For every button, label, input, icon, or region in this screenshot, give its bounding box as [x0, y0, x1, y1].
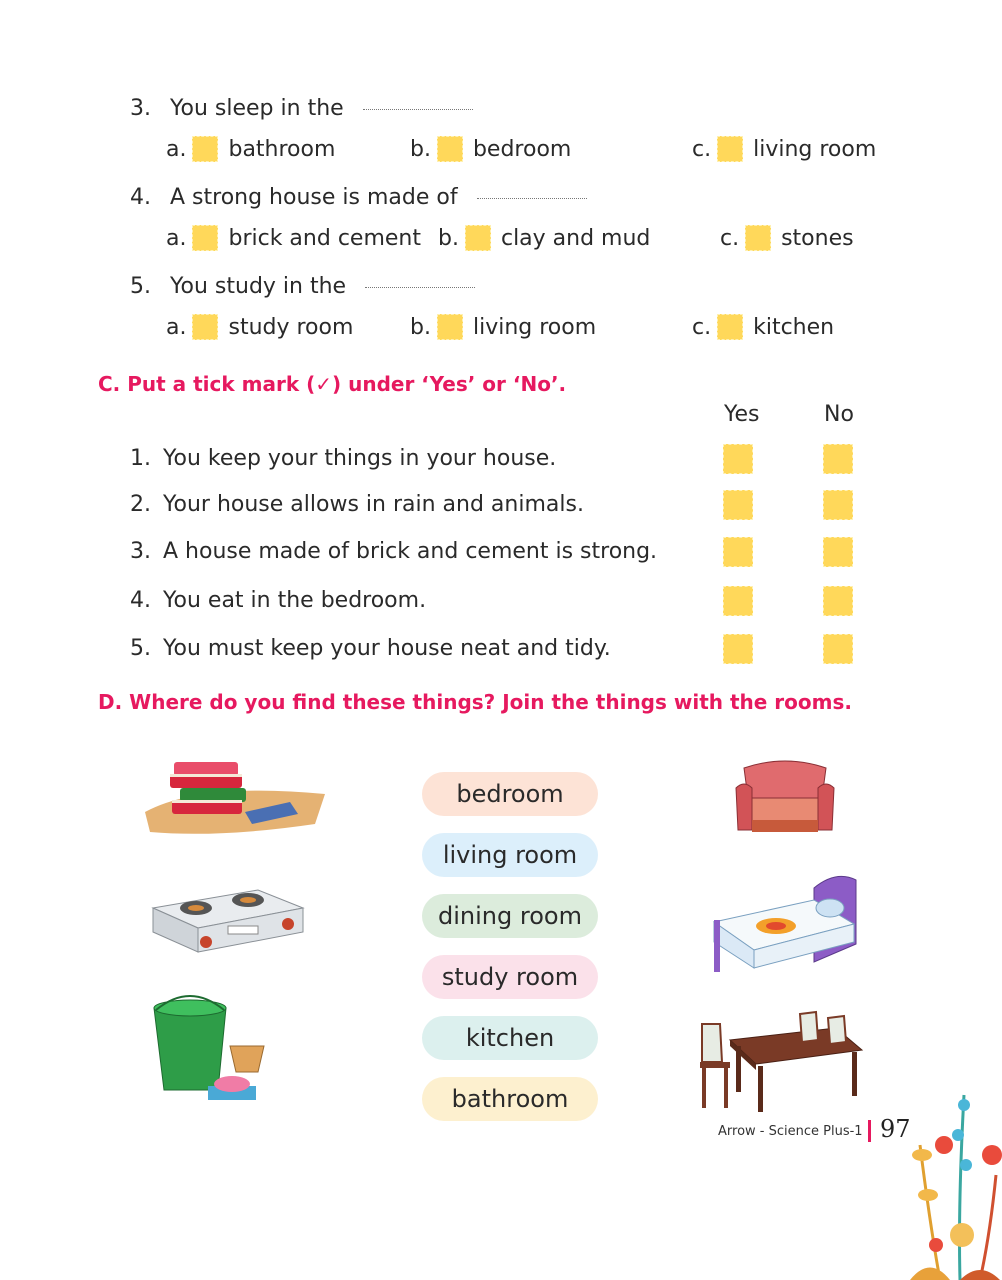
statement-text: You must keep your house neat and tidy.	[163, 636, 611, 661]
question-5	[130, 274, 475, 299]
question-4	[130, 185, 587, 210]
option-c: c. stones	[720, 225, 854, 251]
statement-text: You keep your things in your house.	[163, 446, 557, 471]
book-title: Arrow - Science Plus-1	[718, 1124, 863, 1139]
option-c: c. living room	[692, 136, 877, 162]
section-c-heading: C. Put a tick mark (✓) under ‘Yes’ or ‘No’.	[98, 372, 567, 396]
no-tick-box[interactable]	[823, 537, 853, 567]
answer-blank[interactable]	[365, 286, 475, 288]
page-number: 97	[880, 1115, 911, 1143]
answer-box[interactable]	[717, 314, 743, 340]
yes-tick-box[interactable]	[723, 444, 753, 474]
room-label-study-room[interactable]: study room	[422, 955, 598, 999]
yes-tick-box[interactable]	[723, 490, 753, 520]
question-text: You study in the	[170, 274, 347, 299]
no-tick-box[interactable]	[823, 490, 853, 520]
option-a: a. brick and cement	[166, 225, 421, 251]
option-b: b. clay and mud	[438, 225, 651, 251]
section-d-heading: D. Where do you find these things? Join the things with the rooms.	[98, 690, 852, 714]
option-c: c. kitchen	[692, 314, 835, 340]
room-label-bathroom[interactable]: bathroom	[422, 1077, 598, 1121]
question-number: 4.	[130, 185, 151, 210]
option-b: b. living room	[410, 314, 597, 340]
option-a: a. bathroom	[166, 136, 336, 162]
option-b: b. bedroom	[410, 136, 572, 162]
answer-box[interactable]	[192, 314, 218, 340]
room-label-living-room[interactable]: living room	[422, 833, 598, 877]
yes-column-header: Yes	[724, 402, 760, 427]
statement-text: A house made of brick and cement is strong.	[163, 539, 658, 564]
yes-tick-box[interactable]	[723, 537, 753, 567]
statement-number: 1.	[130, 446, 151, 471]
books-icon	[140, 752, 330, 838]
answer-box[interactable]	[437, 314, 463, 340]
answer-box[interactable]	[437, 136, 463, 162]
statement-row	[130, 539, 657, 564]
yes-tick-box[interactable]	[723, 634, 753, 664]
answer-box[interactable]	[192, 136, 218, 162]
sofa-icon	[730, 758, 840, 840]
yes-tick-box[interactable]	[723, 586, 753, 616]
bucket-icon	[140, 990, 280, 1110]
dining-table-icon	[696, 1010, 866, 1114]
statement-row	[130, 588, 426, 613]
question-number: 3.	[130, 96, 151, 121]
answer-box[interactable]	[192, 225, 218, 251]
option-a: a. study room	[166, 314, 354, 340]
answer-box[interactable]	[465, 225, 491, 251]
statement-text: Your house allows in rain and animals.	[163, 492, 584, 517]
answer-box[interactable]	[745, 225, 771, 251]
gas-stove-icon	[148, 880, 308, 960]
statement-row	[130, 492, 584, 517]
room-label-kitchen[interactable]: kitchen	[422, 1016, 598, 1060]
statement-number: 2.	[130, 492, 151, 517]
statement-number: 3.	[130, 539, 151, 564]
bed-icon	[704, 870, 864, 982]
flower-decoration-icon	[900, 1085, 1002, 1280]
no-tick-box[interactable]	[823, 634, 853, 664]
question-3	[130, 96, 473, 121]
statement-text: You eat in the bedroom.	[163, 588, 427, 613]
question-number: 5.	[130, 274, 151, 299]
room-label-bedroom[interactable]: bedroom	[422, 772, 598, 816]
footer-divider	[868, 1120, 871, 1142]
question-text: A strong house is made of	[170, 185, 458, 210]
no-tick-box[interactable]	[823, 586, 853, 616]
answer-blank[interactable]	[477, 197, 587, 199]
answer-box[interactable]	[717, 136, 743, 162]
no-tick-box[interactable]	[823, 444, 853, 474]
statement-number: 5.	[130, 636, 151, 661]
answer-blank[interactable]	[363, 108, 473, 110]
no-column-header: No	[824, 402, 854, 427]
statement-row	[130, 636, 611, 661]
statement-number: 4.	[130, 588, 151, 613]
room-label-dining-room[interactable]: dining room	[422, 894, 598, 938]
question-text: You sleep in the	[170, 96, 344, 121]
statement-row	[130, 446, 556, 471]
